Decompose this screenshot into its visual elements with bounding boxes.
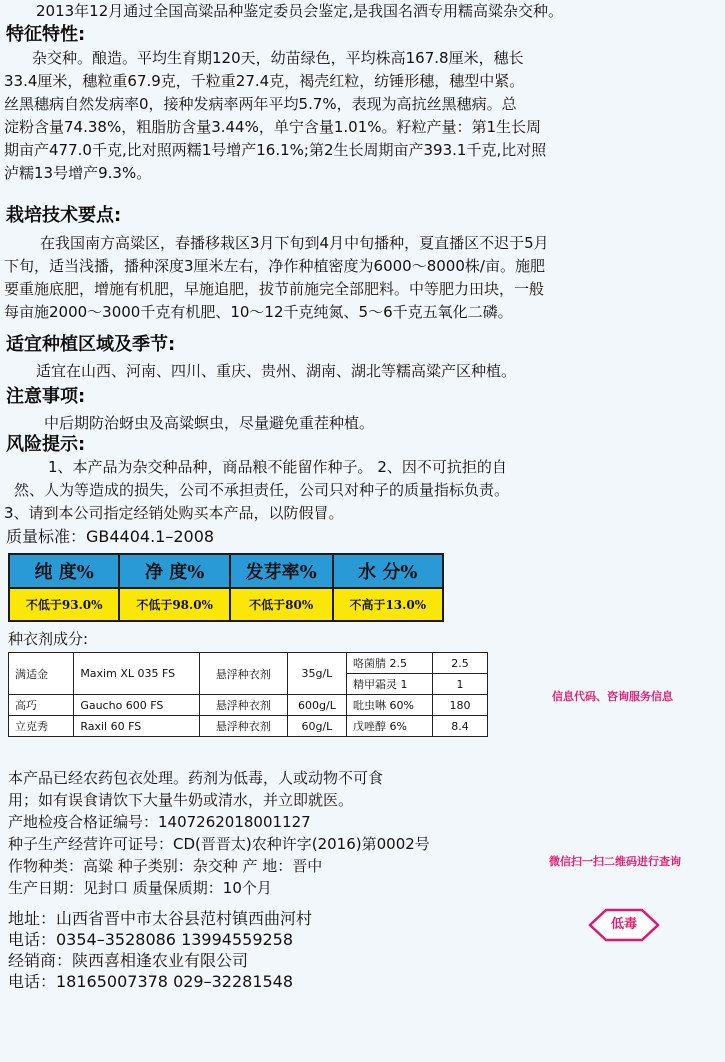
coating-cell: 咯菌腈 2.5 — [346, 653, 432, 674]
footer-line: 本产品已经农药包衣处理。药剂为低毒，人或动物不可食 — [8, 769, 384, 787]
distributor-phone: 电话：18165007378 029–32281548 — [8, 972, 294, 991]
intro-text: 2013年12月通过全国高粱品种鉴定委员会鉴定,是我国名酒专用糯高粱杂交种。 — [36, 2, 564, 20]
quality-standard: 质量标准：GB4404.1–2008 — [6, 527, 215, 546]
cultivation-text — [4, 232, 720, 324]
coating-cell: 悬浮种衣剂 — [199, 695, 287, 716]
risk-line: 然、人为等造成的损失，公司不承担责任，公司只对种子的质量指标负责。 — [14, 481, 510, 499]
quality-value-moisture: 不高于13.0% — [333, 588, 443, 621]
quality-value-purity: 不低于93.0% — [9, 588, 119, 621]
notes-line: 中后期防治蚜虫及高粱螟虫，尽量避免重茬种植。 — [44, 414, 375, 432]
quality-header-purity: 纯 度% — [9, 554, 119, 588]
coating-cell: 2.5 — [433, 653, 488, 674]
coating-table — [8, 652, 488, 737]
table-row — [9, 716, 488, 737]
quality-table — [8, 553, 444, 622]
table-row — [9, 653, 488, 674]
risk-line: 3、请到本公司指定经销处购买本产品，以防假冒。 — [4, 504, 344, 522]
coating-cell: 悬浮种衣剂 — [199, 716, 287, 737]
coating-title: 种衣剂成分: — [8, 630, 89, 648]
region-heading: 适宜种植区域及季节: — [6, 334, 176, 355]
coating-cell: 满适金 — [9, 653, 74, 695]
region-line: 适宜在山西、河南、四川、重庆、贵州、湖南、湖北等糯高粱产区种植。 — [36, 362, 517, 380]
distributor: 经销商：陕西喜相逢农业有限公司 — [8, 951, 249, 970]
features-line: 33.4厘米，穗粒重67.9克，千粒重27.4克，褐壳红粒，纺锤形穗，穗型中紧。 — [4, 72, 525, 90]
crop-info: 作物种类：高粱 种子类别：杂交种 产 地：晋中 — [8, 857, 323, 875]
coating-cell: 180 — [433, 695, 488, 716]
cultivation-line: 每亩施2000～3000千克有机肥、10～12千克纯氮、5～6千克五氧化二磷。 — [4, 303, 513, 321]
features-line: 期亩产477.0千克,比对照两糯1号增产16.1%;第2生长周期亩产393.1千克,比对照 — [4, 141, 547, 159]
features-line: 丝黑穗病自然发病率0，接种发病率两年平均5.7%，表现为高抗丝黑穗病。总 — [4, 95, 517, 113]
coating-cell: 8.4 — [433, 716, 488, 737]
quality-value-cleanliness: 不低于98.0% — [119, 588, 229, 621]
risk-heading: 风险提示: — [6, 434, 86, 455]
coating-cell: Raxil 60 FS — [74, 716, 199, 737]
quality-value-germination: 不低于80% — [230, 588, 333, 621]
info-code-label: 信息代码、咨询服务信息 — [552, 690, 673, 703]
coating-cell: Maxim XL 035 FS — [74, 653, 199, 695]
features-line: 杂交种。酿造。平均生育期120天，幼苗绿色，平均株高167.8厘米，穗长 — [32, 49, 524, 67]
features-heading: 特征特性: — [6, 24, 86, 45]
quality-header-germination: 发芽率% — [230, 554, 333, 588]
notes-heading: 注意事项: — [6, 386, 86, 407]
license-number: 种子生产经营许可证号：CD(晋晋太)农种许字(2016)第0002号 — [8, 835, 430, 853]
risk-line: 1、本产品为杂交种品种，商品粮不能留作种子。 2、因不可抗拒的自 — [48, 458, 507, 476]
coating-cell: 精甲霜灵 1 — [346, 674, 432, 695]
cultivation-line: 下旬，适当浅播，播种深度3厘米左右，净作种植密度为6000～8000株/亩。施肥 — [4, 257, 545, 275]
coating-cell: 高巧 — [9, 695, 74, 716]
region-text — [4, 360, 720, 383]
features-line: 淀粉含量74.38%，粗脂肪含量3.44%，单宁含量1.01%。籽粒产量：第1生长周 — [4, 118, 542, 136]
coating-cell: 立克秀 — [9, 716, 74, 737]
coating-cell: 吡虫啉 60% — [346, 695, 432, 716]
features-text — [4, 47, 720, 185]
coating-cell: 60g/L — [287, 716, 346, 737]
production-date: 生产日期：见封口 质量保质期：10个月 — [8, 879, 272, 897]
quarantine-cert: 产地检疫合格证编号：1407262018001127 — [8, 813, 311, 831]
address: 地址：山西省晋中市太谷县范村镇西曲河村 — [8, 909, 313, 928]
notes-text — [4, 412, 720, 435]
quality-header-moisture: 水 分% — [333, 554, 443, 588]
phone: 电话：0354–3528086 13994559258 — [8, 930, 294, 949]
low-toxicity-label: 低毒 — [610, 917, 637, 932]
risk-text — [4, 456, 720, 525]
footer-line: 用；如有误食请饮下大量牛奶或清水，并立即就医。 — [8, 791, 354, 809]
coating-cell: Gaucho 600 FS — [74, 695, 199, 716]
wechat-scan-label: 微信扫一扫二维码进行查询 — [549, 855, 681, 868]
table-row — [9, 695, 488, 716]
coating-cell: 悬浮种衣剂 — [199, 653, 287, 695]
features-line: 泸糯13号增产9.3%。 — [4, 164, 152, 182]
quality-header-cleanliness: 净 度% — [119, 554, 229, 588]
coating-cell: 600g/L — [287, 695, 346, 716]
cultivation-line: 要重施底肥，增施有机肥，早施追肥，拔节前施完全部肥料。中等肥力田块，一般 — [4, 280, 545, 298]
coating-cell: 1 — [433, 674, 488, 695]
cultivation-heading: 栽培技术要点: — [6, 205, 122, 226]
coating-cell: 35g/L — [287, 653, 346, 695]
coating-cell: 戊唑醇 6% — [346, 716, 432, 737]
cultivation-line: 在我国南方高粱区，春播移栽区3月下旬到4月中旬播种，夏直播区不迟于5月 — [40, 234, 549, 252]
